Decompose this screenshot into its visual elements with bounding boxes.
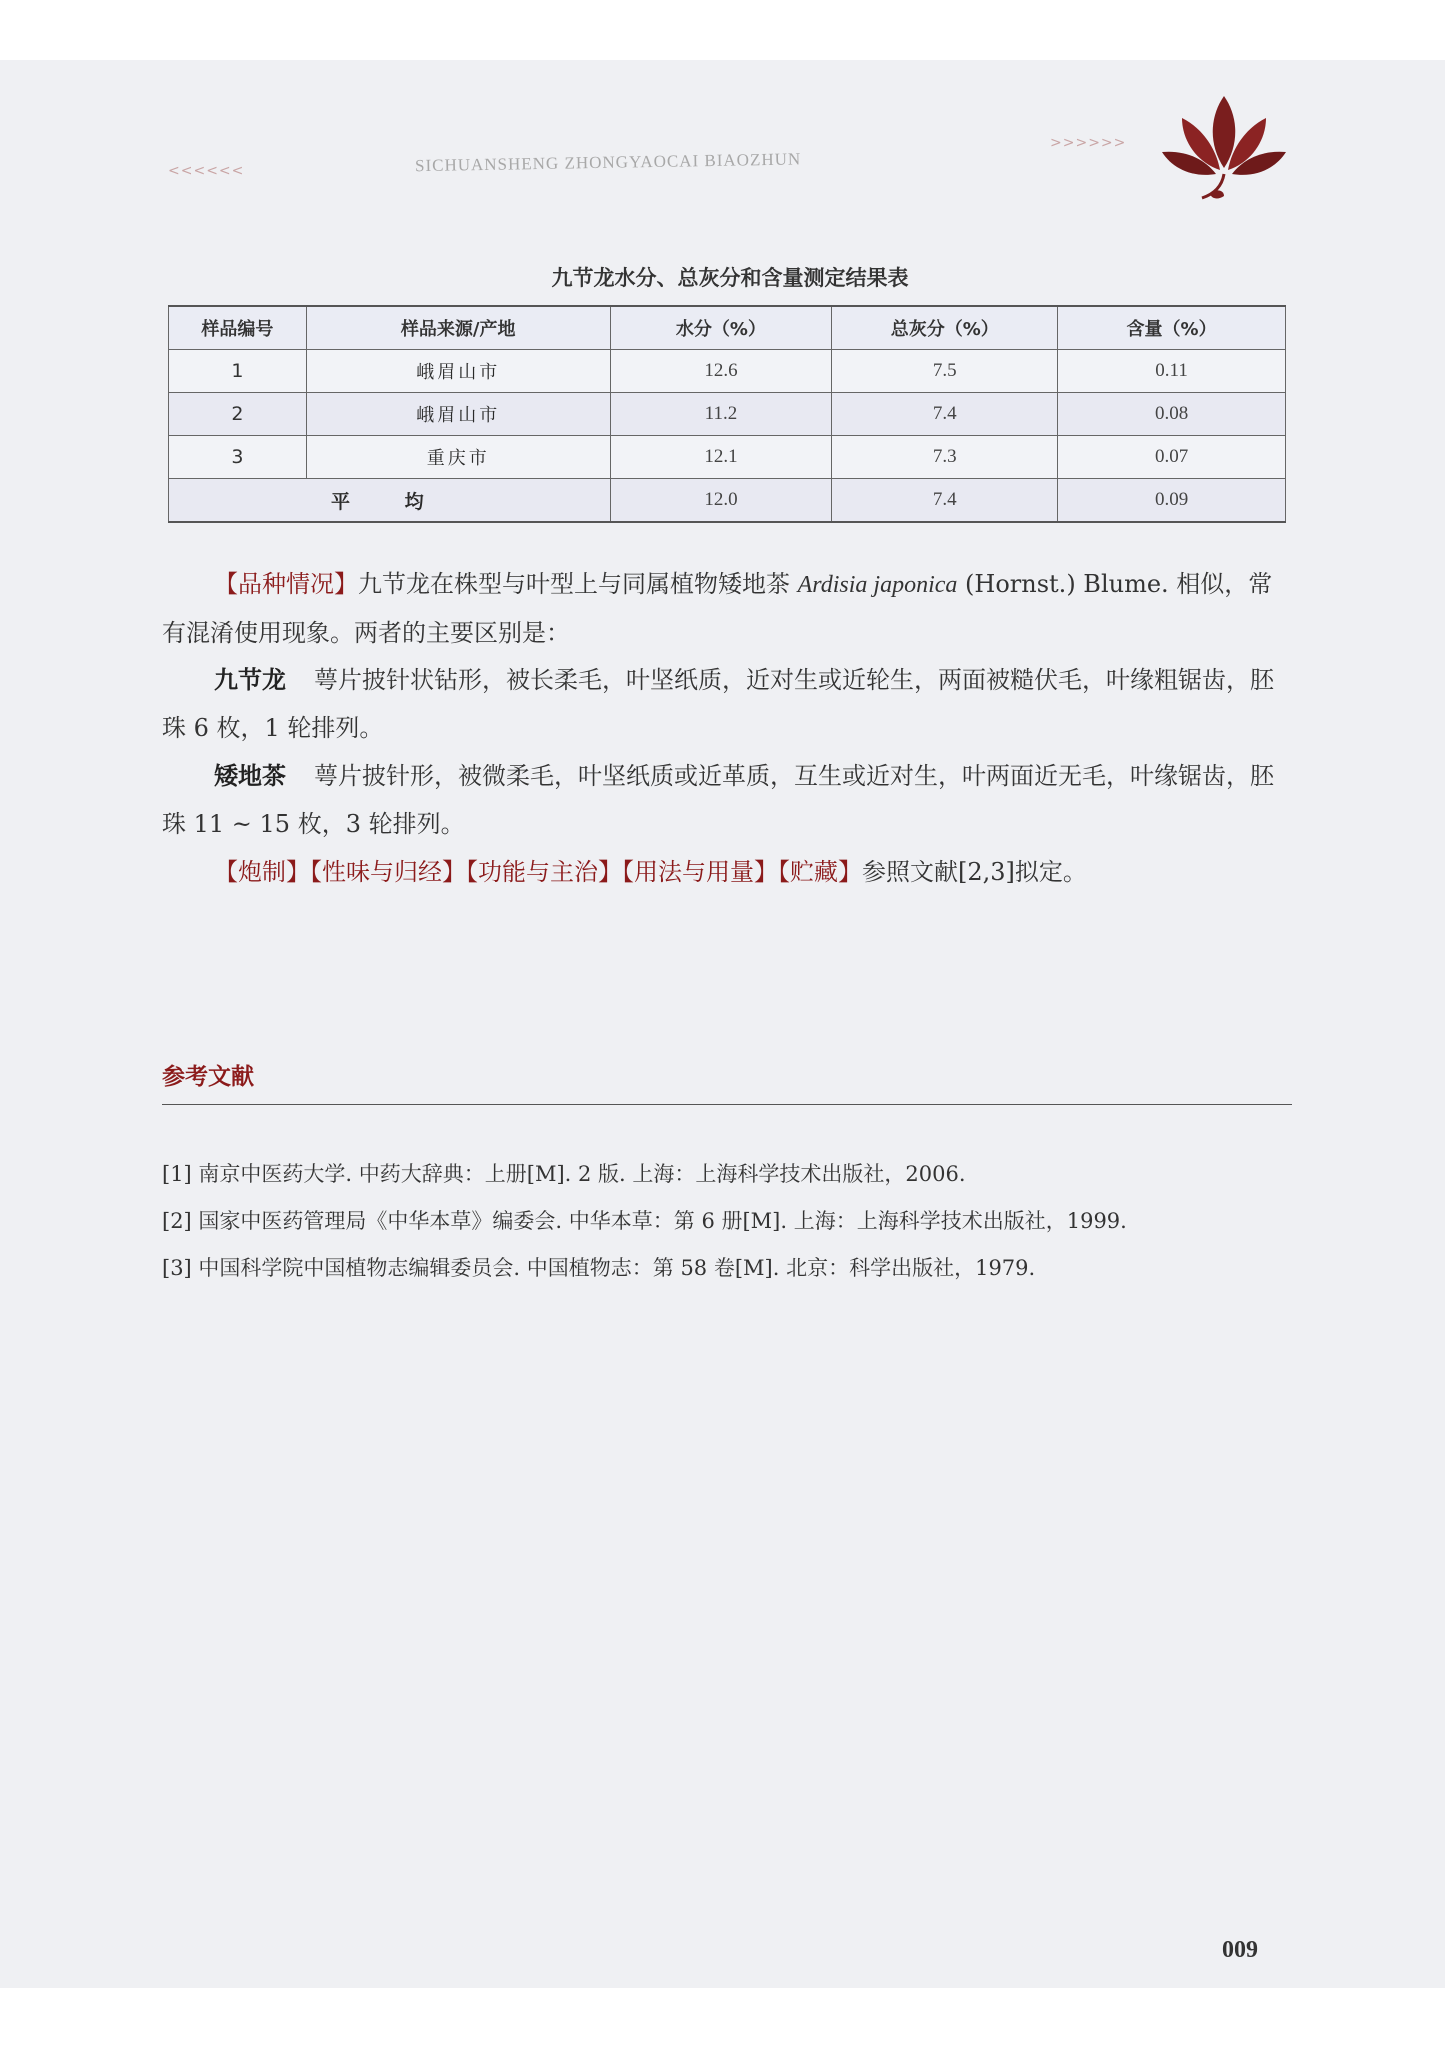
variety-paragraph bbox=[162, 560, 1290, 657]
cell-ash: 7.5 bbox=[832, 350, 1058, 393]
table-title: 九节龙水分、总灰分和含量测定结果表 bbox=[551, 265, 909, 290]
page-number: 009 bbox=[1222, 1937, 1258, 1963]
variety-text-b: (Hornst.) Blume. 相似，常有混淆使用现象。两者的主要区别是： bbox=[162, 570, 1273, 647]
cell-sample-id: 3 bbox=[169, 436, 307, 479]
lotus-leaf-logo-icon bbox=[1160, 82, 1290, 202]
header-ash: 总灰分（%） bbox=[832, 306, 1058, 350]
cell-water: 12.1 bbox=[610, 436, 832, 479]
references-heading: 参考文献 bbox=[162, 1064, 254, 1090]
other-sections-text: 参照文献[2,3]拟定。 bbox=[862, 858, 1087, 886]
table-row bbox=[169, 436, 1286, 479]
nature-meridian-tag: 【性味与归经】 bbox=[310, 858, 466, 886]
results-table bbox=[168, 305, 1286, 523]
jiujielong-term: 九节龙 bbox=[214, 666, 286, 694]
cell-water: 11.2 bbox=[610, 393, 832, 436]
table-header-row bbox=[169, 306, 1286, 350]
reference-item: [3] 中国科学院中国植物志编辑委员会. 中国植物志：第 58 卷[M]. 北京：科学出版社，1979. bbox=[162, 1256, 1036, 1280]
cell-water: 12.6 bbox=[610, 350, 832, 393]
latin-name: Ardisia japonica bbox=[797, 572, 958, 598]
header-content: 含量（%） bbox=[1058, 306, 1286, 350]
running-header-title: SICHUANSHENG ZHONGYAOCAI BIAOZHUN bbox=[414, 149, 802, 176]
function-indication-tag: 【功能与主治】 bbox=[466, 858, 622, 886]
table-average-row bbox=[169, 479, 1286, 523]
other-sections-paragraph bbox=[162, 848, 1290, 896]
references-divider bbox=[162, 1104, 1292, 1105]
storage-tag: 【贮藏】 bbox=[778, 858, 862, 886]
cell-content: 0.07 bbox=[1058, 436, 1286, 479]
variety-tag: 【品种情况】 bbox=[214, 570, 358, 598]
usage-dosage-tag: 【用法与用量】 bbox=[622, 858, 778, 886]
reference-item: [1] 南京中医药大学. 中药大辞典：上册[M]. 2 版. 上海：上海科学技术出版社，2006. bbox=[162, 1162, 966, 1186]
cell-source: 重庆市 bbox=[306, 436, 610, 479]
cell-source: 峨眉山市 bbox=[306, 350, 610, 393]
cell-content: 0.08 bbox=[1058, 393, 1286, 436]
jiujielong-paragraph bbox=[162, 656, 1290, 752]
cell-sample-id: 1 bbox=[169, 350, 307, 393]
header-water: 水分（%） bbox=[610, 306, 832, 350]
aidicha-term: 矮地茶 bbox=[214, 762, 286, 790]
jiujielong-text: 萼片披针状钻形，被长柔毛，叶坚纸质，近对生或近轮生，两面被糙伏毛，叶缘粗锯齿，胚珠 6 枚，1 轮排列。 bbox=[162, 666, 1274, 742]
table-row bbox=[169, 393, 1286, 436]
cell-sample-id: 2 bbox=[169, 393, 307, 436]
processing-tag: 【炮制】 bbox=[214, 858, 310, 886]
header-sample-id: 样品编号 bbox=[169, 306, 307, 350]
cell-average-ash: 7.4 bbox=[832, 479, 1058, 523]
variety-text-a: 九节龙在株型与叶型上与同属植物矮地茶 bbox=[358, 570, 798, 598]
cell-average-content: 0.09 bbox=[1058, 479, 1286, 523]
cell-average-water: 12.0 bbox=[610, 479, 832, 523]
cell-ash: 7.3 bbox=[832, 436, 1058, 479]
table-row bbox=[169, 350, 1286, 393]
aidicha-paragraph bbox=[162, 752, 1290, 848]
header-right-arrows: >>>>>> bbox=[1050, 135, 1127, 151]
header-left-arrows: <<<<<< bbox=[168, 163, 245, 179]
cell-content: 0.11 bbox=[1058, 350, 1286, 393]
header-source: 样品来源/产地 bbox=[306, 306, 610, 350]
cell-ash: 7.4 bbox=[832, 393, 1058, 436]
cell-source: 峨眉山市 bbox=[306, 393, 610, 436]
reference-item: [2] 国家中医药管理局《中华本草》编委会. 中华本草：第 6 册[M]. 上海：上海科学技术出版社，1999. bbox=[162, 1209, 1127, 1233]
aidicha-text: 萼片披针形，被微柔毛，叶坚纸质或近革质，互生或近对生，叶两面近无毛，叶缘锯齿，胚珠 11 ~ 15 枚，3 轮排列。 bbox=[162, 762, 1274, 838]
cell-average-label: 平 均 bbox=[169, 479, 611, 523]
